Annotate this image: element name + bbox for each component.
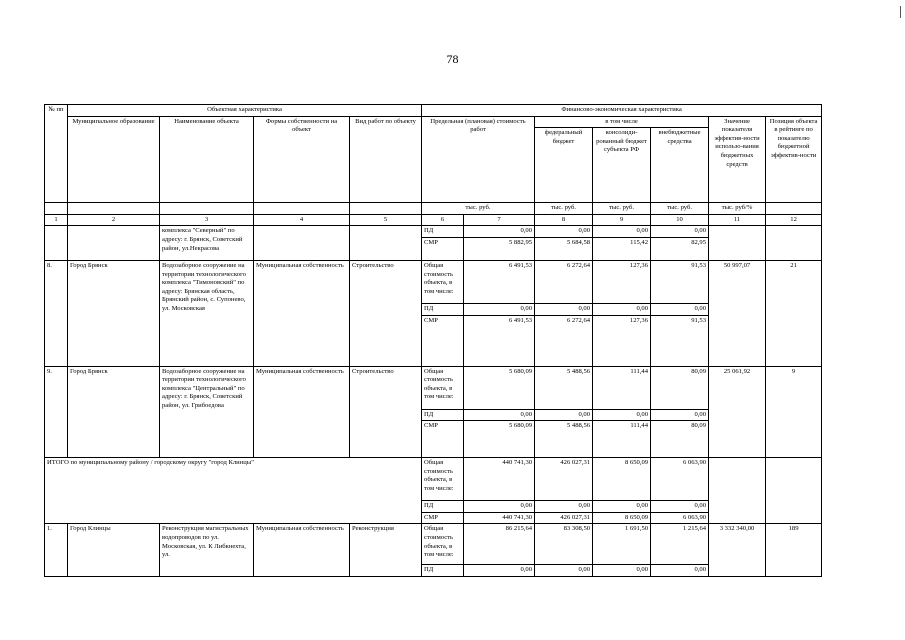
header-consolidated: консолиди-рованный бюджет субъекта РФ — [593, 128, 651, 203]
row-object-name: Водозаборное сооружение на территории технологического комплекса "Центральный" по адресу: г. Брянск, Советский район, ул. Грибоедова — [160, 366, 254, 458]
header-col-no: № пп — [45, 105, 68, 203]
line-label: СМР — [422, 512, 464, 524]
row-number: 8. — [45, 260, 68, 366]
header-object-name: Наименование объекта — [160, 116, 254, 203]
column-number: 12 — [766, 214, 822, 226]
header-ownership: Формы собственности на объект — [254, 116, 350, 203]
row-work-type: Реконструкция — [350, 524, 422, 577]
line-total: 6 491,53 — [464, 260, 535, 303]
line-extra: 1 215,64 — [651, 524, 709, 565]
line-extra: 6 063,90 — [651, 512, 709, 524]
table-row — [45, 524, 822, 565]
line-federal: 5 488,56 — [535, 366, 593, 409]
total-label: ИТОГО по муниципальному району / городскому округу "город Клинцы" — [45, 458, 422, 524]
line-extra: 0,00 — [651, 226, 709, 238]
line-consolidated: 111,44 — [593, 421, 651, 458]
column-number: 2 — [68, 214, 160, 226]
row-ownership: Муниципальная собственность — [254, 524, 350, 577]
page-number: 78 — [446, 52, 459, 66]
line-federal: 6 272,64 — [535, 315, 593, 366]
column-number: 3 — [160, 214, 254, 226]
row-object-name: Реконструкция магистральных водопроводов по ул. Московская, ул. К Либкнехта, ул. — [160, 524, 254, 577]
line-federal: 0,00 — [535, 303, 593, 315]
unit-consolidated: тыс. руб. — [593, 203, 651, 215]
unit-indicator: тыс. руб/% — [709, 203, 766, 215]
line-extra: 0,00 — [651, 409, 709, 421]
line-federal: 0,00 — [535, 409, 593, 421]
line-consolidated: 0,00 — [593, 226, 651, 238]
line-extra: 0,00 — [651, 501, 709, 513]
line-consolidated: 0,00 — [593, 409, 651, 421]
line-federal: 0,00 — [535, 501, 593, 513]
continued-row-pd — [45, 226, 822, 238]
line-total: 0,00 — [464, 565, 535, 577]
line-total: 0,00 — [464, 409, 535, 421]
column-number: 4 — [254, 214, 350, 226]
line-consolidated: 1 691,50 — [593, 524, 651, 565]
row-indicator: 50 997,07 — [709, 260, 766, 366]
header-extrabudget: внебюджетные средства — [651, 128, 709, 203]
row-indicator: 3 332 340,00 — [709, 524, 766, 577]
unit-cost: тыс. руб. — [422, 203, 535, 215]
row-position: 9 — [766, 366, 822, 458]
header-municipality: Муниципальное образование — [68, 116, 160, 203]
line-extra: 0,00 — [651, 565, 709, 577]
table-row — [45, 366, 822, 409]
header-object-characteristic: Объектная характеристика — [68, 105, 422, 117]
line-label: Общая стоимость объекта, в том числе: — [422, 458, 464, 501]
line-label: СМР — [422, 237, 464, 260]
line-label: СМР — [422, 315, 464, 366]
line-label: ПД — [422, 501, 464, 513]
line-federal: 5 488,56 — [535, 421, 593, 458]
column-number: 1 — [45, 214, 68, 226]
line-extra: 80,09 — [651, 366, 709, 409]
unit-federal: тыс. руб. — [535, 203, 593, 215]
total-row — [45, 458, 822, 501]
header-work-type: Вид работ по объекту — [350, 116, 422, 203]
line-total: 0,00 — [464, 226, 535, 238]
line-label: ПД — [422, 565, 464, 577]
line-consolidated: 115,42 — [593, 237, 651, 260]
line-extra: 0,00 — [651, 303, 709, 315]
line-total: 440 741,30 — [464, 512, 535, 524]
line-federal: 426 027,31 — [535, 512, 593, 524]
line-federal: 0,00 — [535, 226, 593, 238]
line-consolidated: 8 650,09 — [593, 458, 651, 501]
line-consolidated: 0,00 — [593, 565, 651, 577]
financial-table — [44, 104, 822, 577]
row-position: 21 — [766, 260, 822, 366]
line-label: Общая стоимость объекта, в том числе: — [422, 260, 464, 303]
line-consolidated: 0,00 — [593, 501, 651, 513]
row-position: 189 — [766, 524, 822, 577]
row-number: 1. — [45, 524, 68, 577]
line-federal: 426 027,31 — [535, 458, 593, 501]
header-financial-characteristic: Финансово-экономическая характеристика — [422, 105, 822, 117]
line-federal: 83 308,50 — [535, 524, 593, 565]
row-work-type: Строительство — [350, 260, 422, 366]
line-extra: 6 063,90 — [651, 458, 709, 501]
row-ownership: Муниципальная собственность — [254, 260, 350, 366]
line-federal: 0,00 — [535, 565, 593, 577]
line-consolidated: 111,44 — [593, 366, 651, 409]
unit-extrabudget: тыс. руб. — [651, 203, 709, 215]
edge-mark — [900, 6, 901, 18]
header-indicator: Значение показателя эффектив-ности использо-вания бюджетных средств — [709, 116, 766, 203]
line-total: 0,00 — [464, 501, 535, 513]
header-row-1 — [45, 105, 822, 117]
line-label: ПД — [422, 409, 464, 421]
line-extra: 91,53 — [651, 260, 709, 303]
line-total: 6 491,53 — [464, 315, 535, 366]
line-label: ПД — [422, 303, 464, 315]
column-number: 11 — [709, 214, 766, 226]
row-municipality: Город Брянск — [68, 260, 160, 366]
column-number: 6 — [422, 214, 464, 226]
line-total: 5 680,09 — [464, 366, 535, 409]
line-consolidated: 127,36 — [593, 260, 651, 303]
row-number: 9. — [45, 366, 68, 458]
column-numbers-row — [45, 214, 822, 226]
row-indicator: 25 061,92 — [709, 366, 766, 458]
line-label: Общая стоимость объекта, в том числе: — [422, 524, 464, 565]
row-municipality: Город Брянск — [68, 366, 160, 458]
line-consolidated: 0,00 — [593, 303, 651, 315]
column-number: 8 — [535, 214, 593, 226]
line-total: 440 741,30 — [464, 458, 535, 501]
column-number: 7 — [464, 214, 535, 226]
line-extra: 82,95 — [651, 237, 709, 260]
line-total: 5 680,09 — [464, 421, 535, 458]
row-municipality: Город Клинцы — [68, 524, 160, 577]
line-federal: 5 684,58 — [535, 237, 593, 260]
table-row — [45, 260, 822, 303]
header-federal: федеральный бюджет — [535, 128, 593, 203]
line-total: 5 882,95 — [464, 237, 535, 260]
line-total: 86 215,64 — [464, 524, 535, 565]
line-total: 0,00 — [464, 303, 535, 315]
line-consolidated: 127,36 — [593, 315, 651, 366]
line-label: СМР — [422, 421, 464, 458]
row-object-name: Водозаборное сооружение на территории технологического комплекса "Тимоновский" по адресу: Брянская область, Брянский район, с. Супонево, ул. Московская — [160, 260, 254, 366]
column-number: 9 — [593, 214, 651, 226]
header-cost: Предельная (плановая) стоимость работ — [422, 116, 535, 203]
continued-object-name: комплекса "Северный" по адресу: г. Брянск, Советский район, ул.Некрасова — [160, 226, 254, 261]
line-extra: 80,09 — [651, 421, 709, 458]
column-number: 10 — [651, 214, 709, 226]
row-ownership: Муниципальная собственность — [254, 366, 350, 458]
line-federal: 6 272,64 — [535, 260, 593, 303]
column-number: 5 — [350, 214, 422, 226]
header-row-2 — [45, 116, 822, 128]
header-position: Позиция объекта в рейтинге по показателю бюджетной эффектив-ности — [766, 116, 822, 203]
row-work-type: Строительство — [350, 366, 422, 458]
line-extra: 91,53 — [651, 315, 709, 366]
header-including: в том числе — [535, 116, 709, 128]
line-consolidated: 8 650,09 — [593, 512, 651, 524]
line-label: Общая стоимость объекта, в том числе: — [422, 366, 464, 409]
units-row — [45, 203, 822, 215]
line-label: ПД — [422, 226, 464, 238]
